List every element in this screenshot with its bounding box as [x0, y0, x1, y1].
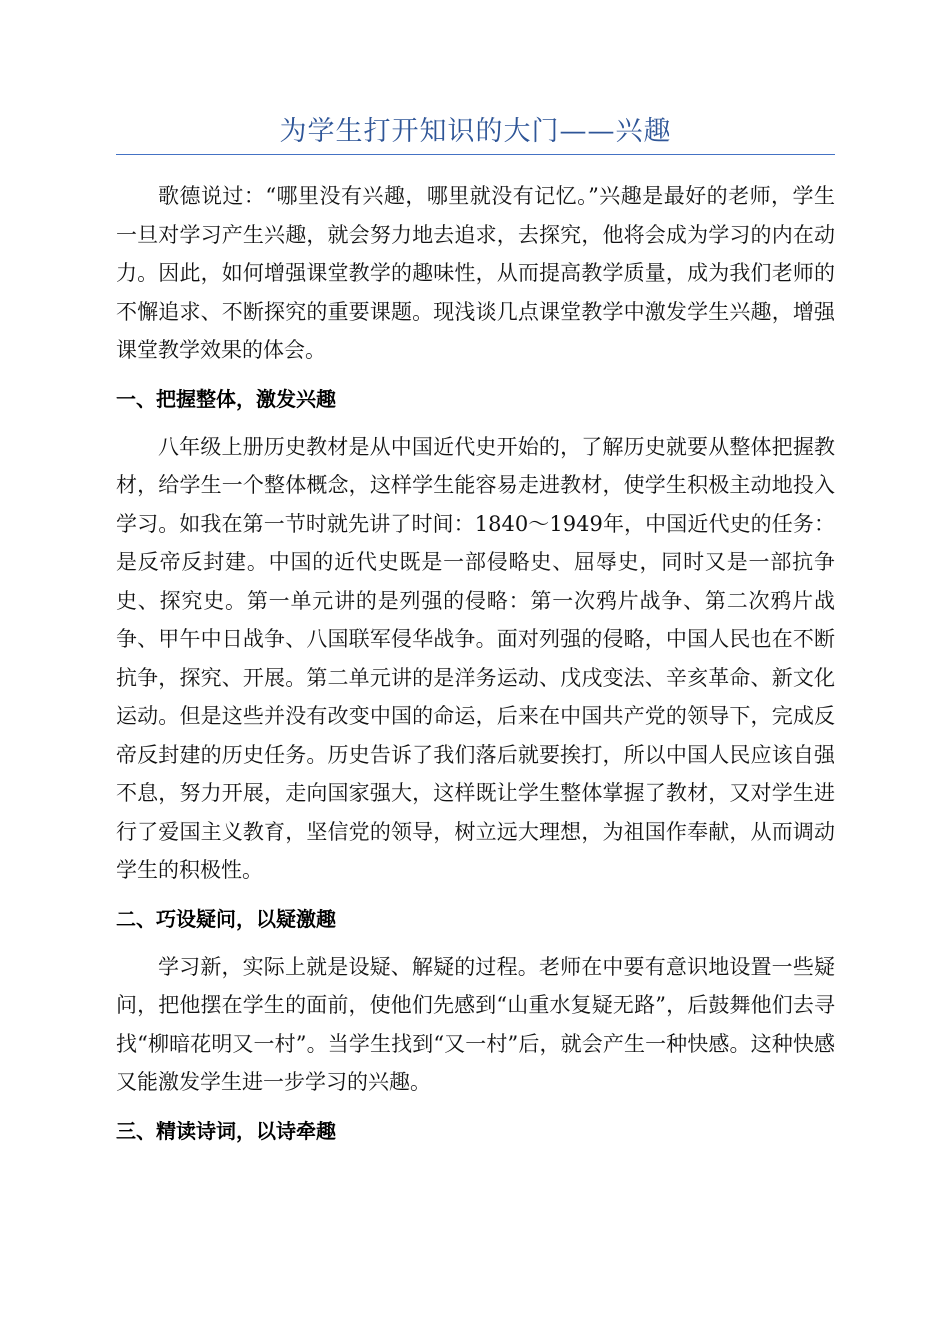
title-underline: [116, 154, 835, 155]
section-heading-1: 一、把握整体，激发兴趣: [116, 386, 336, 411]
section-body-1: 八年级上册历史教材是从中国近代史开始的，了解历史就要从整体把握教材，给学生一个整体概念，这样学生能容易走进教材，使学生积极主动地投入学习。如我在第一节时就先讲了时间：1840～1949年，中国近代史的任务：是反帝反封建。中国的近代史既是一部侵略史、屈辱史，同时又是一部抗争史、探究史。第一单元讲的是列强的侵略：第一次鸦片战争、第二次鸦片战争、甲午中日战争、八国联军侵华战争。面对列强的侵略，中国人民也在不断抗争，探究、开展。第二单元讲的是洋务运动、戊戌变法、辛亥革命、新文化运动。但是这些并没有改变中国的命运，后来在中国共产党的领导下，完成反帝反封建的历史任务。历史告诉了我们落后就要挨打，所以中国人民应该自强不息，努力开展，走向国家强大，这样既让学生整体掌握了教材，又对学生进行了爱国主义教育，坚信党的领导，树立远大理想，为祖国作奉献，从而调动学生的积极性。: [116, 434, 835, 882]
section-heading-2: 二、巧设疑问，以疑激趣: [116, 906, 336, 931]
intro-paragraph: 歌德说过：“哪里没有兴趣，哪里就没有记忆。”兴趣是最好的老师，学生一旦对学习产生兴趣，就会努力地去追求，去探究，他将会成为学习的内在动力。因此，如何增强课堂教学的趣味性，从而提高教学质量，成为我们老师的不懈追求、不断探究的重要课题。现浅谈几点课堂教学中激发学生兴趣，增强课堂教学效果的体会。: [116, 184, 835, 362]
section-heading-3: 三、精读诗词，以诗牵趣: [116, 1118, 336, 1143]
document-title: 为学生打开知识的大门——兴趣: [279, 116, 672, 147]
document-content: [116, 112, 835, 1160]
section-body-2: 学习新，实际上就是设疑、解疑的过程。老师在中要有意识地设置一些疑问，把他摆在学生的面前，使他们先感到“山重水复疑无路”，后鼓舞他们去寻找“柳暗花明又一村”。当学生找到“又一村”后，就会产生一种快感。这种快感又能激发学生进一步学习的兴趣。: [116, 954, 835, 1094]
